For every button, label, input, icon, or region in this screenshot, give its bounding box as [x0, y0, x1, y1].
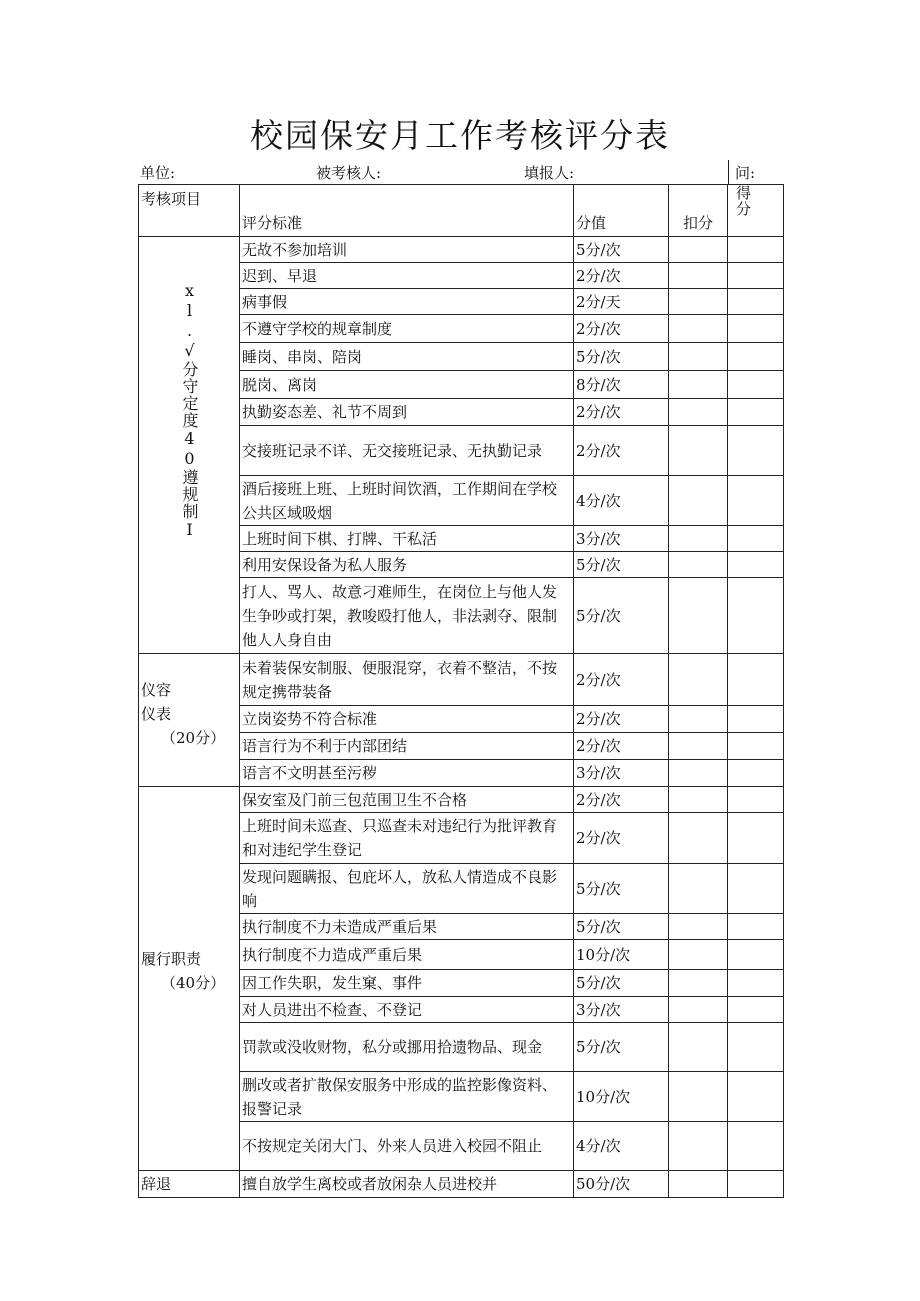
deduct-cell[interactable] [669, 733, 728, 760]
deduct-cell[interactable] [669, 1171, 728, 1198]
got-cell[interactable] [728, 1023, 784, 1072]
score-cell: 2分/次 [574, 706, 669, 733]
score-cell: 5分/次 [574, 914, 669, 940]
meta-divider [728, 160, 729, 184]
category-cell-dismissal: 辞退 [139, 1171, 240, 1198]
deduct-cell[interactable] [669, 343, 728, 371]
table-row [139, 1171, 784, 1198]
got-cell[interactable] [728, 1072, 784, 1122]
standard-cell: 对人员进出不检查、不登记 [240, 997, 574, 1023]
standard-cell: 不按规定关闭大门、外来人员进入校园不阻止 [240, 1122, 574, 1171]
deduct-cell[interactable] [669, 864, 728, 914]
standard-cell: 未着装保安制服、便服混穿，衣着不整洁，不按规定携带装备 [240, 654, 574, 706]
deduct-cell[interactable] [669, 997, 728, 1023]
time-label: 问: [735, 164, 756, 182]
table-row [139, 237, 784, 263]
filler-label: 填报人: [524, 164, 575, 182]
standard-cell: 交接班记录不详、无交接班记录、无执勤记录 [240, 426, 574, 476]
score-cell: 2分/次 [574, 426, 669, 476]
standard-cell: 迟到、早退 [240, 263, 574, 289]
got-cell[interactable] [728, 864, 784, 914]
deduct-cell[interactable] [669, 706, 728, 733]
deduct-cell[interactable] [669, 940, 728, 970]
got-cell[interactable] [728, 399, 784, 426]
category-label-rules: xl.√分守定度40遵规制I [180, 281, 199, 540]
standard-cell: 保安室及门前三包范围卫生不合格 [240, 787, 574, 813]
standard-cell: 语言行为不利于内部团结 [240, 733, 574, 760]
deduct-cell[interactable] [669, 552, 728, 578]
category-label-appearance-2: 仪表 [141, 705, 172, 723]
standard-cell: 因工作失职，发生窠、事件 [240, 970, 574, 997]
score-cell: 4分/次 [574, 1122, 669, 1171]
deduct-cell[interactable] [669, 578, 728, 654]
deduct-cell[interactable] [669, 654, 728, 706]
got-cell[interactable] [728, 914, 784, 940]
deduct-cell[interactable] [669, 315, 728, 343]
standard-cell: 立岗姿势不符合标准 [240, 706, 574, 733]
standard-cell: 删改或者扩散保安服务中形成的监控影像资料、报警记录 [240, 1072, 574, 1122]
header-score: 分值 [574, 185, 669, 237]
header-row [139, 185, 784, 237]
got-cell[interactable] [728, 1171, 784, 1198]
score-cell: 5分/次 [574, 970, 669, 997]
score-cell: 5分/次 [574, 864, 669, 914]
deduct-cell[interactable] [669, 970, 728, 997]
category-label-duties-2: （40分） [161, 974, 226, 992]
got-cell[interactable] [728, 237, 784, 263]
got-cell[interactable] [728, 706, 784, 733]
score-cell: 5分/次 [574, 552, 669, 578]
got-cell[interactable] [728, 970, 784, 997]
score-cell: 3分/次 [574, 760, 669, 787]
got-cell[interactable] [728, 343, 784, 371]
header-item: 考核项目 [139, 185, 240, 237]
got-cell[interactable] [728, 787, 784, 813]
deduct-cell[interactable] [669, 1023, 728, 1072]
category-label-appearance-3: （20分） [161, 729, 226, 747]
score-cell: 3分/次 [574, 526, 669, 552]
got-cell[interactable] [728, 426, 784, 476]
deduct-cell[interactable] [669, 237, 728, 263]
score-cell: 5分/次 [574, 1023, 669, 1072]
standard-cell: 不遵守学校的规章制度 [240, 315, 574, 343]
standard-cell: 病事假 [240, 289, 574, 315]
score-cell: 4分/次 [574, 476, 669, 526]
deduct-cell[interactable] [669, 371, 728, 399]
header-standard: 评分标准 [240, 185, 574, 237]
deduct-cell[interactable] [669, 1072, 728, 1122]
got-cell[interactable] [728, 733, 784, 760]
got-cell[interactable] [728, 940, 784, 970]
score-cell: 2分/次 [574, 787, 669, 813]
got-cell[interactable] [728, 760, 784, 787]
deduct-cell[interactable] [669, 813, 728, 864]
category-label-duties-1: 履行职责 [141, 950, 202, 968]
score-cell: 5分/次 [574, 343, 669, 371]
got-cell[interactable] [728, 289, 784, 315]
got-cell[interactable] [728, 315, 784, 343]
got-cell[interactable] [728, 997, 784, 1023]
standard-cell: 无故不参加培训 [240, 237, 574, 263]
score-cell: 2分/次 [574, 813, 669, 864]
assessee-label: 被考核人: [316, 164, 382, 182]
got-cell[interactable] [728, 654, 784, 706]
score-cell: 2分/次 [574, 654, 669, 706]
header-got: 得分 [728, 185, 784, 237]
standard-cell: 上班时间下棋、打牌、干私活 [240, 526, 574, 552]
standard-cell: 执行制度不力未造成严重后果 [240, 914, 574, 940]
standard-cell: 利用安保设备为私人服务 [240, 552, 574, 578]
standard-cell: 打人、骂人、故意刁难师生，在岗位上与他人发生争吵或打架，教唆殴打他人，非法剥夺、限制他人人身自由 [240, 578, 574, 654]
score-cell: 2分/次 [574, 399, 669, 426]
score-cell: 2分/次 [574, 733, 669, 760]
score-cell: 2分/次 [574, 263, 669, 289]
deduct-cell[interactable] [669, 787, 728, 813]
score-table [138, 184, 784, 1198]
standard-cell: 语言不文明甚至污秽 [240, 760, 574, 787]
score-cell: 2分/天 [574, 289, 669, 315]
standard-cell: 执勤姿态差、礼节不周到 [240, 399, 574, 426]
got-cell[interactable] [728, 813, 784, 864]
deduct-cell[interactable] [669, 760, 728, 787]
deduct-cell[interactable] [669, 289, 728, 315]
deduct-cell[interactable] [669, 1122, 728, 1171]
deduct-cell[interactable] [669, 914, 728, 940]
score-cell: 5分/次 [574, 578, 669, 654]
deduct-cell[interactable] [669, 426, 728, 476]
got-cell[interactable] [728, 1122, 784, 1171]
got-cell[interactable] [728, 263, 784, 289]
score-cell: 5分/次 [574, 237, 669, 263]
score-cell: 50分/次 [574, 1171, 669, 1198]
page-title: 校园保安月工作考核评分表 [250, 116, 670, 155]
standard-cell: 睡岗、串岗、陪岗 [240, 343, 574, 371]
category-label-appearance-1: 仪容 [141, 681, 172, 699]
table-row [139, 787, 784, 813]
table-row [139, 654, 784, 706]
got-cell[interactable] [728, 578, 784, 654]
standard-cell: 罚款或没收财物，私分或挪用拾遗物品、现金 [240, 1023, 574, 1072]
category-cell-duties [139, 787, 240, 1171]
got-cell[interactable] [728, 371, 784, 399]
score-cell: 8分/次 [574, 371, 669, 399]
score-cell: 2分/次 [574, 315, 669, 343]
score-cell: 10分/次 [574, 1072, 669, 1122]
category-cell-appearance [139, 654, 240, 787]
standard-cell: 脱岗、离岗 [240, 371, 574, 399]
standard-cell: 发现问题瞒报、包庇坏人，放私人情造成不良影响 [240, 864, 574, 914]
header-deduct: 扣分 [669, 185, 728, 237]
deduct-cell[interactable] [669, 476, 728, 526]
deduct-cell[interactable] [669, 399, 728, 426]
score-cell: 3分/次 [574, 997, 669, 1023]
standard-cell: 酒后接班上班、上班时间饮酒，工作期间在学校公共区域吸烟 [240, 476, 574, 526]
got-cell[interactable] [728, 526, 784, 552]
deduct-cell[interactable] [669, 526, 728, 552]
standard-cell: 执行制度不力造成严重后果 [240, 940, 574, 970]
deduct-cell[interactable] [669, 263, 728, 289]
got-cell[interactable] [728, 476, 784, 526]
standard-cell: 上班时间未巡查、只巡查未对违纪行为批评教育和对违纪学生登记 [240, 813, 574, 864]
got-cell[interactable] [728, 552, 784, 578]
category-cell-rules [139, 237, 240, 654]
score-cell: 10分/次 [574, 940, 669, 970]
unit-label: 单位: [140, 164, 176, 182]
standard-cell: 擅自放学生离校或者放闲杂人员进校并 [240, 1171, 574, 1198]
